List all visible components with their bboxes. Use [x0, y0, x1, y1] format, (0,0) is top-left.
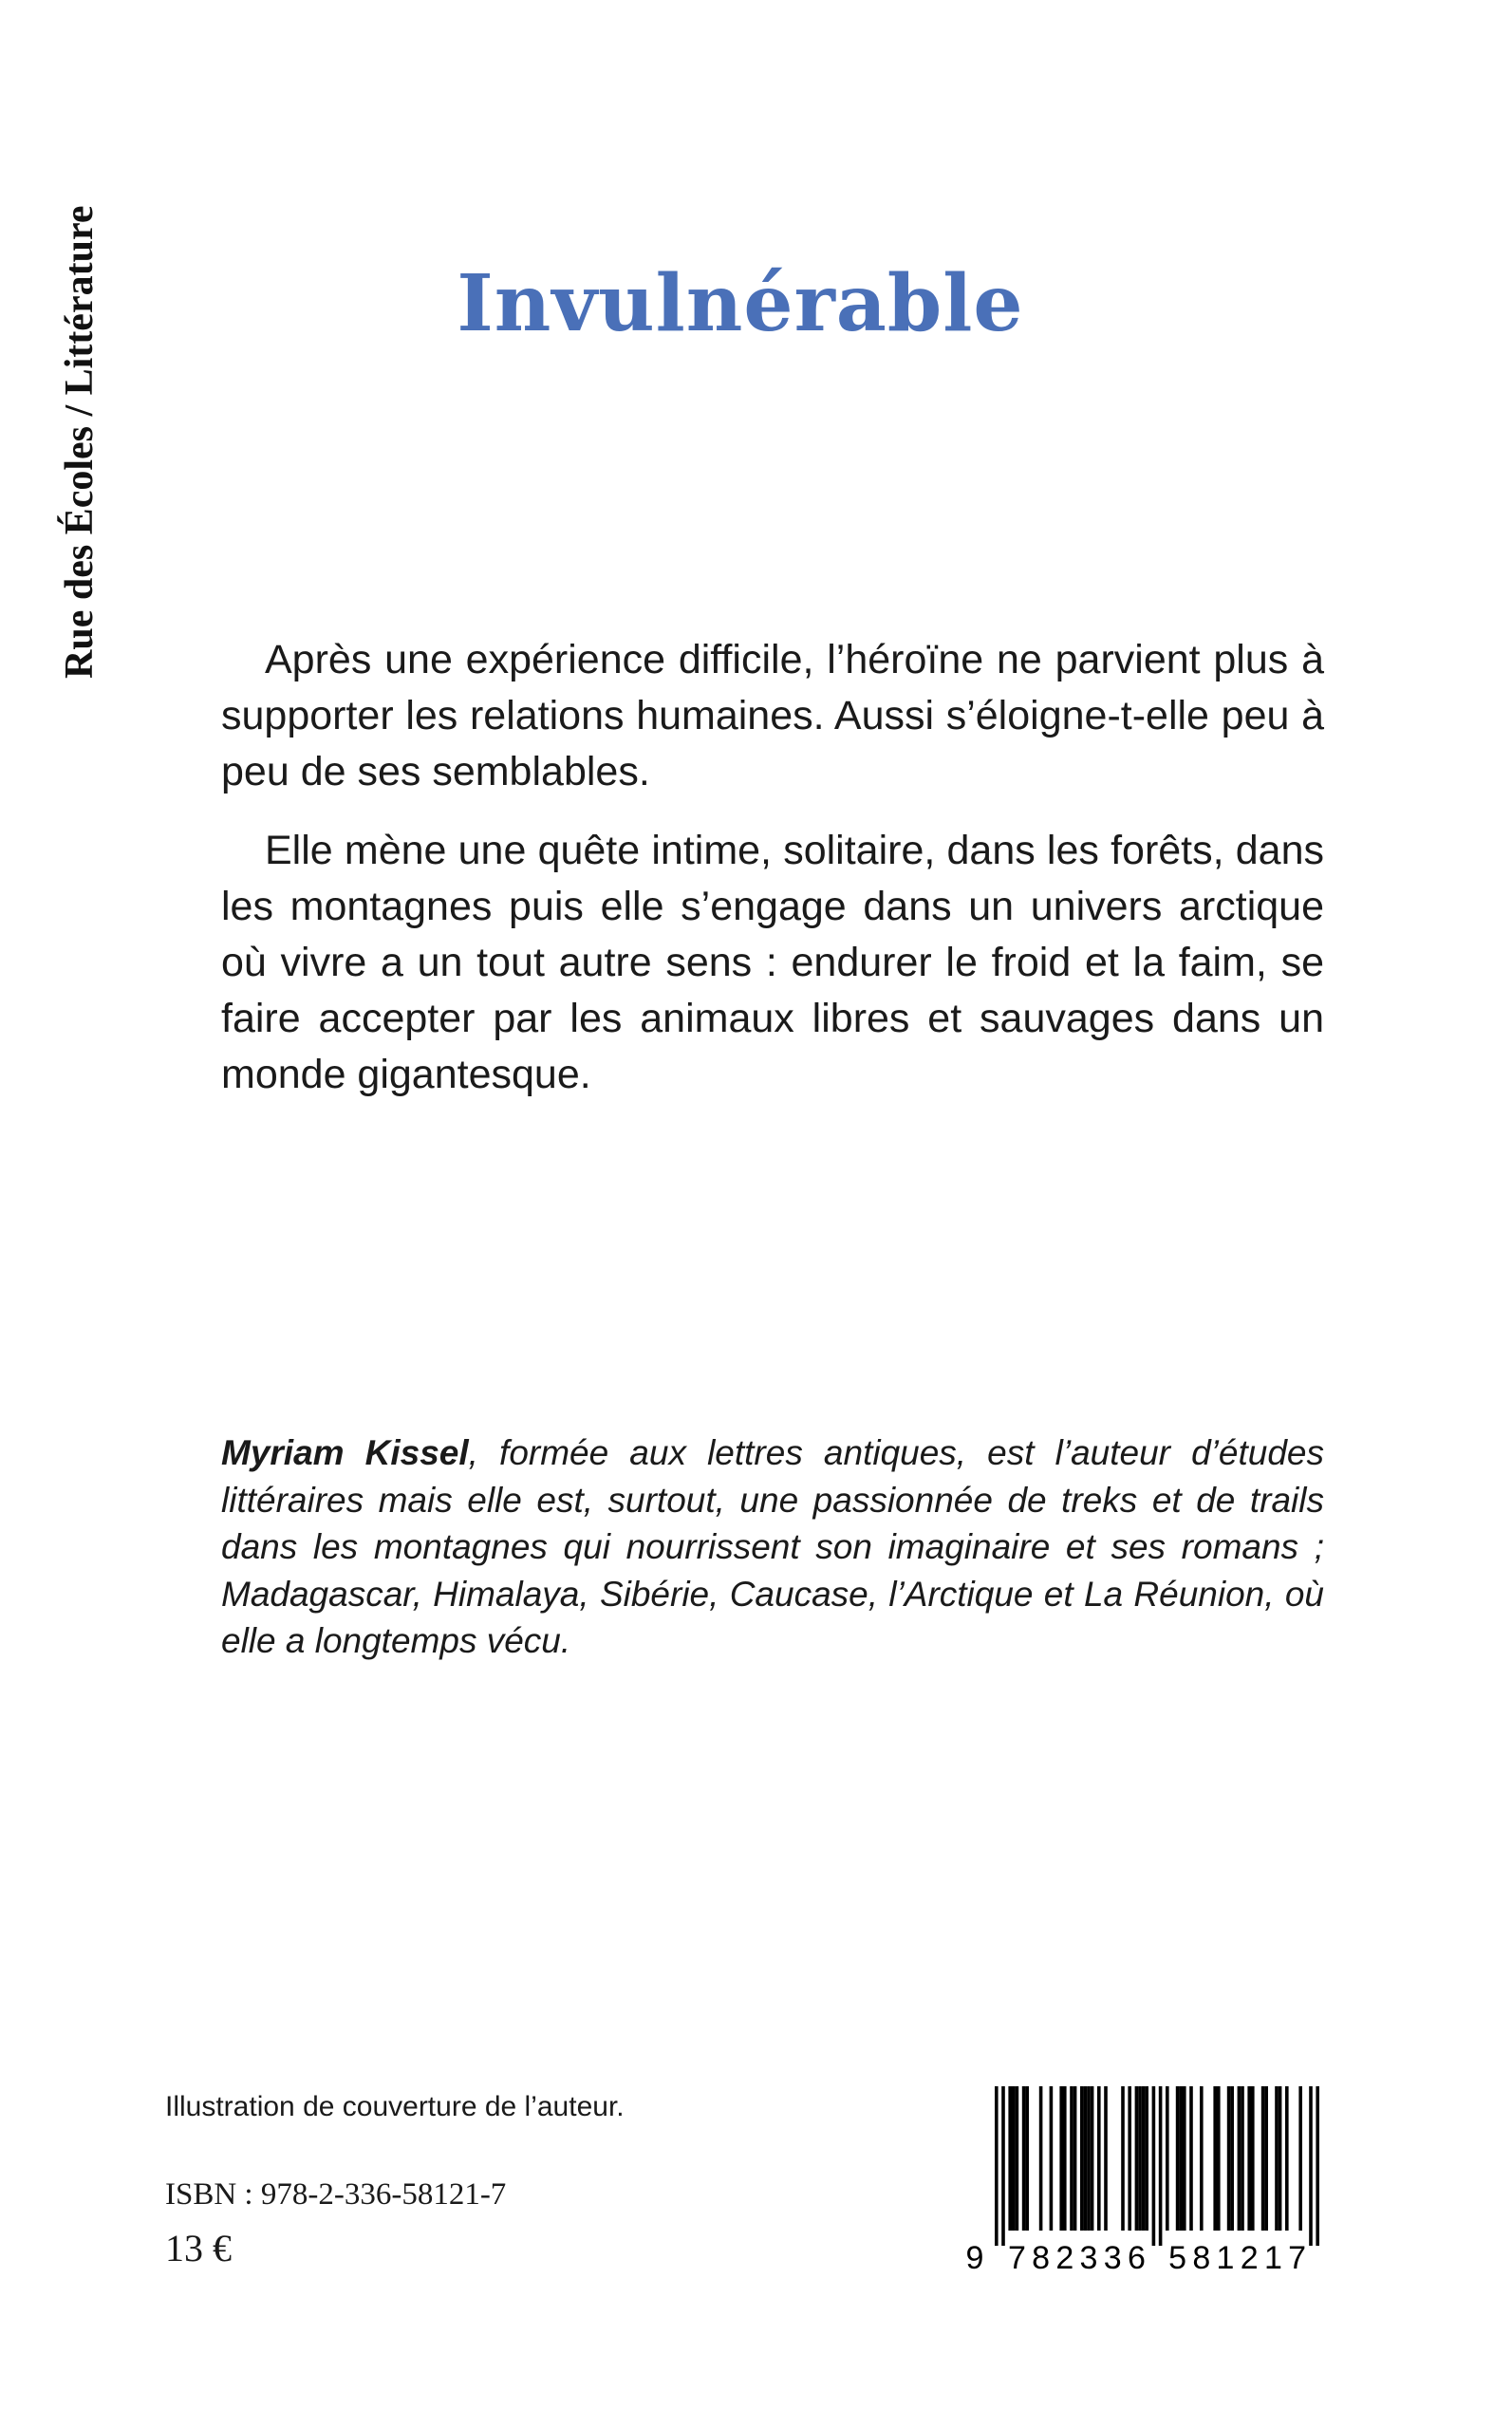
barcode-digit: 6	[1127, 2240, 1146, 2276]
barcode-bar	[1138, 2086, 1142, 2231]
barcode-bar	[1012, 2086, 1016, 2231]
barcode-bar	[1309, 2086, 1313, 2246]
barcode-bar	[1179, 2086, 1183, 2231]
barcode-bar	[1316, 2086, 1319, 2246]
barcode-bar	[1070, 2086, 1073, 2231]
barcode-bar	[1285, 2086, 1289, 2231]
barcode-bar	[1264, 2086, 1268, 2231]
barcode-bar	[1213, 2086, 1217, 2231]
author-bio-text: , formée aux lettres antiques, est l’auteur d’études littéraires mais elle est, surtout, une passionnée de treks et de trails dans les montagnes qui nourrissent son imaginaire et ses romans ; Madagascar, Himalaya, Sibérie, Caucase, l’Arctique et La Réunion, où elle a longtemps vécu.	[221, 1433, 1324, 1660]
barcode-digit: 1	[1263, 2240, 1282, 2276]
barcode-bar	[1275, 2086, 1279, 2231]
barcode-bar	[1251, 2086, 1255, 2231]
author-name: Myriam Kissel	[221, 1433, 469, 1472]
price: 13 €	[165, 2227, 232, 2269]
barcode	[963, 2086, 1334, 2276]
barcode-bar	[1001, 2086, 1005, 2246]
isbn: ISBN : 978-2-336-58121-7	[165, 2177, 507, 2212]
barcode-bar	[995, 2086, 999, 2246]
blurb-paragraph: Après une expérience difficile, l’héroïne ne parvient plus à supporter les relations humaines. Aussi s’éloigne-t-elle peu à peu de ses semblables.	[221, 637, 1324, 794]
barcode-bar	[1104, 2086, 1108, 2231]
spine-collection-label: Rue des Écoles / Littérature	[58, 205, 102, 679]
barcode-digit: 7	[1007, 2240, 1026, 2276]
barcode-bar	[1217, 2086, 1221, 2231]
barcode-bar	[1022, 2086, 1026, 2231]
barcode-bar	[1238, 2086, 1241, 2231]
barcode-digit: 3	[1103, 2240, 1122, 2276]
barcode-bar	[1050, 2086, 1054, 2231]
barcode-bar	[1080, 2086, 1084, 2231]
author-bio	[221, 1429, 1324, 1665]
blurb-paragraph: Elle mène une quête intime, solitaire, dans les forêts, dans les montagnes puis elle s’engage dans un univers arctique où vivre a un tout autre sens : endurer le froid et la faim, se faire accepter par les animaux libres et sauvages dans un monde gigantesque.	[221, 828, 1324, 1097]
barcode-bar	[1230, 2086, 1234, 2231]
barcode-digit: 2	[1055, 2240, 1074, 2276]
barcode-bar	[1135, 2086, 1139, 2231]
barcode-bar	[1084, 2086, 1088, 2231]
barcode-bar	[1227, 2086, 1231, 2231]
book-title: Invulnérable	[457, 258, 1024, 349]
barcode-digit: 3	[1079, 2240, 1098, 2276]
barcode-bar	[1016, 2086, 1019, 2231]
barcode-bar	[1121, 2086, 1125, 2231]
barcode-bar	[1025, 2086, 1029, 2231]
barcode-digit: 1	[1216, 2240, 1235, 2276]
barcode-bar	[1128, 2086, 1131, 2231]
barcode-bar	[1039, 2086, 1043, 2231]
barcode-digit: 8	[1032, 2240, 1051, 2276]
barcode-bar	[1145, 2086, 1148, 2231]
illustration-credit: Illustration de couverture de l’auteur.	[165, 2091, 625, 2122]
barcode-digit: 7	[1288, 2240, 1307, 2276]
barcode-bar	[1152, 2086, 1156, 2246]
barcode-bar	[1063, 2086, 1067, 2231]
barcode-bar	[1241, 2086, 1244, 2231]
barcode-bar	[1142, 2086, 1146, 2231]
barcode-bar	[1183, 2086, 1186, 2231]
barcode-bar	[1298, 2086, 1302, 2231]
blurb	[221, 632, 1324, 1126]
barcode-bar	[1189, 2086, 1193, 2231]
barcode-bar	[1059, 2086, 1063, 2231]
barcode-bar	[1087, 2086, 1091, 2231]
barcode-bar	[1091, 2086, 1094, 2231]
barcode-bar	[1247, 2086, 1251, 2231]
barcode-bar	[1200, 2086, 1204, 2231]
barcode-bar	[1097, 2086, 1101, 2231]
barcode-digit: 2	[1240, 2240, 1259, 2276]
barcode-bar	[1159, 2086, 1163, 2246]
barcode-digit: 9	[965, 2240, 984, 2276]
barcode-bar	[1279, 2086, 1282, 2231]
barcode-bar	[1261, 2086, 1265, 2231]
barcode-digit: 5	[1168, 2240, 1187, 2276]
barcode-bar	[1073, 2086, 1077, 2231]
barcode-bar	[1176, 2086, 1180, 2231]
barcode-bar	[1166, 2086, 1169, 2231]
barcode-bar	[1008, 2086, 1012, 2231]
barcode-digit: 8	[1192, 2240, 1211, 2276]
